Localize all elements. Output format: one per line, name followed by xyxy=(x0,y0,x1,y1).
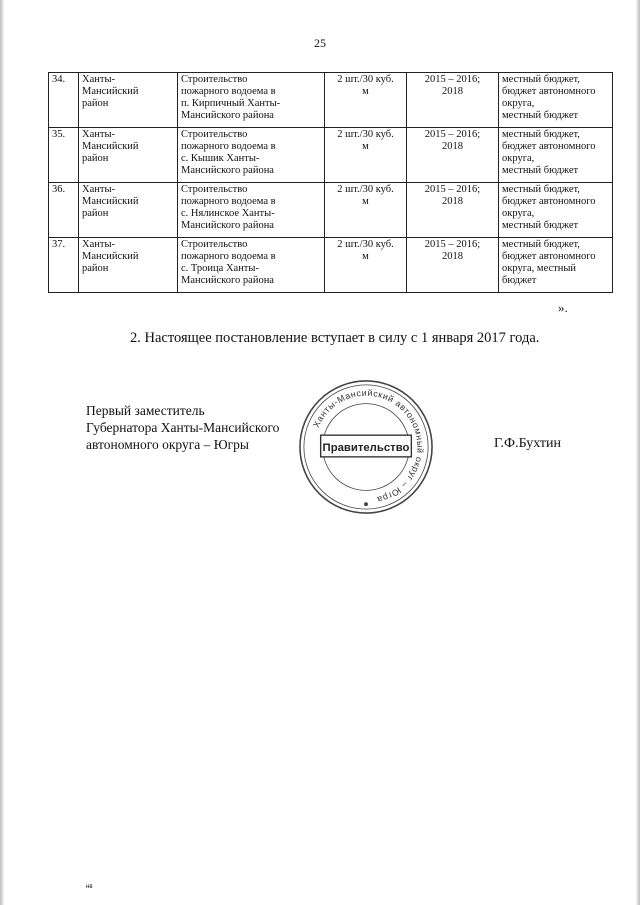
table-row xyxy=(49,183,613,238)
scan-edge-right xyxy=(636,0,640,905)
cell-quantity xyxy=(325,238,407,293)
seal-center-text: Правительство xyxy=(322,441,410,454)
cell-years-line: 2018 xyxy=(442,141,463,152)
cell-object-line: с. Нялинское Ханты- xyxy=(181,208,275,219)
cell-object-line: Мансийского района xyxy=(181,110,274,121)
cell-object-line: пожарного водоема в xyxy=(181,141,276,152)
cell-funding-source-line: местный бюджет xyxy=(502,220,579,231)
cell-quantity-line: м xyxy=(362,141,369,152)
cell-district-line: Мансийский xyxy=(82,251,139,262)
cell-quantity xyxy=(325,73,407,128)
seal-ring-text: Ханты-Мансийский автономный округ – Югра xyxy=(310,387,426,506)
cell-object-line: Строительство xyxy=(181,184,248,195)
cell-funding-source xyxy=(499,238,613,293)
table-row xyxy=(49,73,613,128)
cell-funding-source-line: бюджет xyxy=(502,275,537,286)
cell-district-line: Ханты- xyxy=(82,74,116,85)
cell-object-line: Мансийского района xyxy=(181,275,274,286)
cell-district-line: Ханты- xyxy=(82,239,116,250)
cell-years-line: 2018 xyxy=(442,251,463,262)
cell-number: 36. xyxy=(49,183,79,238)
cell-funding-source-line: округа, местный xyxy=(502,263,577,274)
cell-object-line: Мансийского района xyxy=(181,220,274,231)
cell-object-line: Строительство xyxy=(181,129,248,140)
cell-quantity-line: м xyxy=(362,196,369,207)
cell-funding-source-line: округа, xyxy=(502,208,535,219)
government-seal xyxy=(297,378,435,516)
cell-number: 34. xyxy=(49,73,79,128)
cell-funding-source-line: местный бюджет xyxy=(502,165,579,176)
table-row xyxy=(49,238,613,293)
signatory-title xyxy=(86,402,279,453)
cell-object xyxy=(178,128,325,183)
cell-district xyxy=(79,128,178,183)
cell-object xyxy=(178,238,325,293)
scan-edge-left xyxy=(0,0,4,905)
cell-years xyxy=(407,73,499,128)
cell-years-line: 2015 – 2016; xyxy=(424,184,481,195)
cell-object xyxy=(178,73,325,128)
closing-quote: ». xyxy=(558,300,568,315)
cell-district xyxy=(79,238,178,293)
cell-years xyxy=(407,128,499,183)
cell-district-line: Мансийский xyxy=(82,141,139,152)
cell-years-line: 2015 – 2016; xyxy=(424,239,481,250)
cell-object-line: пожарного водоема в xyxy=(181,251,276,262)
cell-funding-source-line: бюджет автономного xyxy=(502,86,596,97)
table-row xyxy=(49,128,613,183)
cell-quantity xyxy=(325,128,407,183)
cell-district-line: Ханты- xyxy=(82,129,116,140)
cell-district-line: район xyxy=(82,208,109,219)
cell-object-line: с. Троица Ханты- xyxy=(181,263,259,274)
cell-years-line: 2015 – 2016; xyxy=(424,74,481,85)
cell-funding-source-line: бюджет автономного xyxy=(502,196,596,207)
cell-district-line: Мансийский xyxy=(82,86,139,97)
cell-funding-source-line: местный бюджет, xyxy=(502,74,580,85)
cell-district-line: Мансийский xyxy=(82,196,139,207)
cell-years xyxy=(407,238,499,293)
effective-date-paragraph: 2. Настоящее постановление вступает в силу с 1 января 2017 года. xyxy=(130,330,540,346)
cell-funding-source-line: бюджет автономного xyxy=(502,141,596,152)
cell-funding-source-line: местный бюджет xyxy=(502,110,579,121)
cell-funding-source-line: округа, xyxy=(502,153,535,164)
cell-object-line: п. Кирпичный Ханты- xyxy=(181,98,281,109)
cell-funding-source-line: округа, xyxy=(502,98,535,109)
seal-dot xyxy=(364,502,368,506)
cell-funding-source-line: местный бюджет, xyxy=(502,129,580,140)
page-number: 25 xyxy=(314,36,326,50)
cell-number: 35. xyxy=(49,128,79,183)
signatory-name: Г.Ф.Бухтин xyxy=(494,436,562,451)
cell-years-line: 2018 xyxy=(442,196,463,207)
cell-quantity-line: 2 шт./30 куб. xyxy=(337,129,394,140)
cell-district xyxy=(79,183,178,238)
cell-quantity-line: 2 шт./30 куб. xyxy=(337,239,394,250)
cell-number: 37. xyxy=(49,238,79,293)
cell-years-line: 2015 – 2016; xyxy=(424,129,481,140)
footer-mark: нв xyxy=(86,884,93,890)
cell-funding-source xyxy=(499,183,613,238)
signatory-title-line: Первый заместитель xyxy=(86,403,205,418)
cell-object-line: Строительство xyxy=(181,239,248,250)
cell-object-line: Мансийского района xyxy=(181,165,274,176)
measures-table-body xyxy=(49,73,613,293)
signatory-title-line: Губернатора Ханты-Мансийского xyxy=(86,420,280,435)
cell-object-line: с. Кышик Ханты- xyxy=(181,153,260,164)
cell-quantity-line: 2 шт./30 куб. xyxy=(337,74,394,85)
measures-table xyxy=(48,72,613,293)
cell-object-line: Строительство xyxy=(181,74,248,85)
cell-funding-source xyxy=(499,128,613,183)
cell-quantity-line: 2 шт./30 куб. xyxy=(337,184,394,195)
cell-district-line: район xyxy=(82,263,109,274)
cell-object-line: пожарного водоема в xyxy=(181,196,276,207)
cell-district-line: район xyxy=(82,153,109,164)
signatory-title-line: автономного округа – Югры xyxy=(86,437,249,452)
cell-years-line: 2018 xyxy=(442,86,463,97)
cell-quantity-line: м xyxy=(362,86,369,97)
cell-district xyxy=(79,73,178,128)
cell-funding-source xyxy=(499,73,613,128)
cell-funding-source-line: местный бюджет, xyxy=(502,239,580,250)
cell-object-line: пожарного водоема в xyxy=(181,86,276,97)
cell-quantity-line: м xyxy=(362,251,369,262)
cell-years xyxy=(407,183,499,238)
cell-district-line: район xyxy=(82,98,109,109)
cell-object xyxy=(178,183,325,238)
cell-funding-source-line: бюджет автономного xyxy=(502,251,596,262)
cell-quantity xyxy=(325,183,407,238)
cell-district-line: Ханты- xyxy=(82,184,116,195)
cell-funding-source-line: местный бюджет, xyxy=(502,184,580,195)
